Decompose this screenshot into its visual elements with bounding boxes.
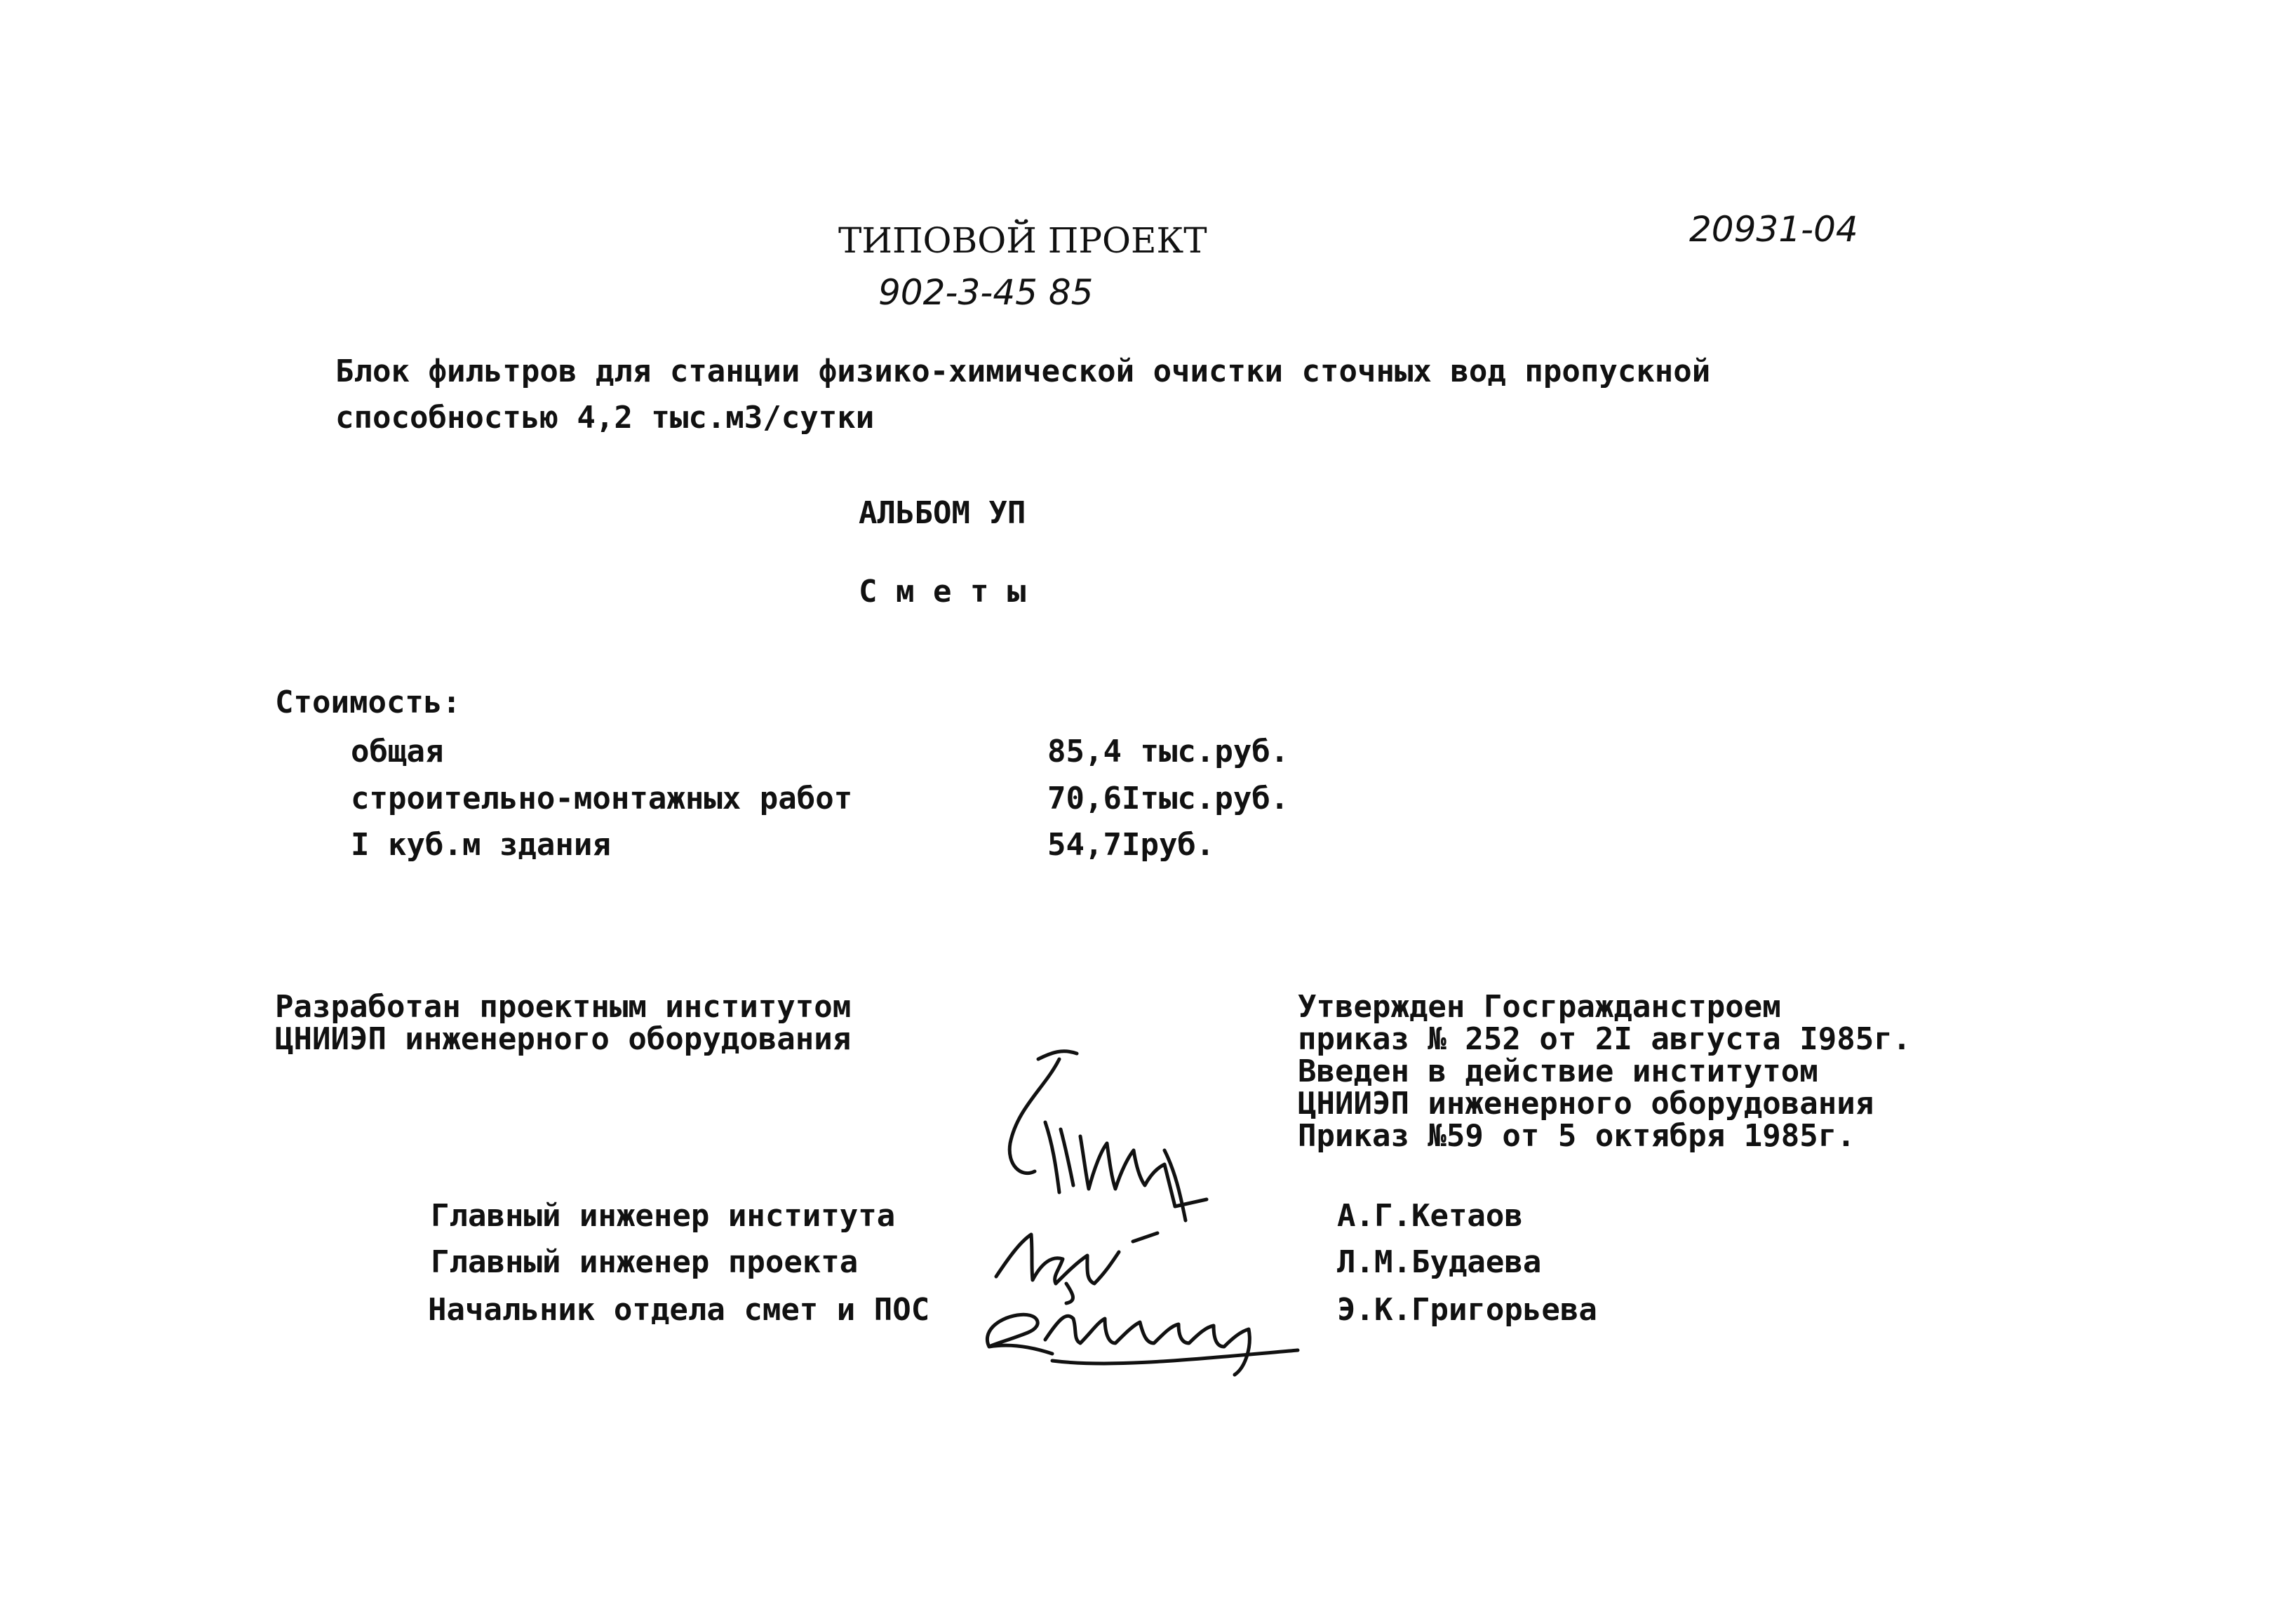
project-number: 902-3-45 85: [878, 272, 1094, 313]
cost-label-per-cubic-meter: I куб.м здания: [351, 827, 611, 863]
signatory-role-1: Главный инженер института: [431, 1198, 896, 1234]
signatory-role-3: Начальник отдела смет и ПОС: [428, 1292, 930, 1328]
developer-line-2: ЦНИИЭП инженерного оборудования: [275, 1021, 852, 1057]
description-line-2: способностью 4,2 тыс.м3/сутки: [335, 400, 875, 436]
signature-head-of-estimates: [968, 1277, 1305, 1382]
document-title: ТИПОВОЙ ПРОЕКТ: [838, 220, 1207, 261]
cost-value-per-cubic-meter: 54,7Iруб.: [1047, 827, 1215, 863]
archive-number: 20931-04: [1689, 209, 1858, 250]
approval-line-3: Введен в действие институтом: [1298, 1054, 1818, 1089]
cost-value-total: 85,4 тыс.руб.: [1047, 734, 1289, 769]
album-subtitle: С м е т ы: [859, 574, 1026, 610]
description-line-1: Блок фильтров для станции физико-химической очистки сточных вод пропускной: [335, 354, 1711, 389]
approval-line-2: приказ № 252 от 2I августа I985г.: [1298, 1021, 1912, 1057]
cost-value-construction: 70,6Iтыс.руб.: [1047, 781, 1289, 816]
approval-line-1: Утвержден Госгражданстроем: [1298, 989, 1781, 1025]
signatory-name-3: Э.К.Григорьева: [1337, 1292, 1597, 1328]
signatory-name-2: Л.М.Будаева: [1337, 1244, 1542, 1280]
album-label: АЛЬБОМ УП: [859, 495, 1026, 531]
cost-label-construction: строительно-монтажных работ: [351, 781, 853, 816]
signatory-name-1: А.Г.Кетаов: [1337, 1198, 1523, 1234]
developer-line-1: Разработан проектным институтом: [275, 989, 852, 1025]
cost-heading: Стоимость:: [275, 685, 461, 720]
approval-line-4: ЦНИИЭП инженерного оборудования: [1298, 1086, 1874, 1122]
cost-label-total: общая: [351, 734, 444, 769]
signatory-role-2: Главный инженер проекта: [431, 1244, 859, 1280]
approval-line-5: Приказ №59 от 5 октября 1985г.: [1298, 1118, 1855, 1154]
